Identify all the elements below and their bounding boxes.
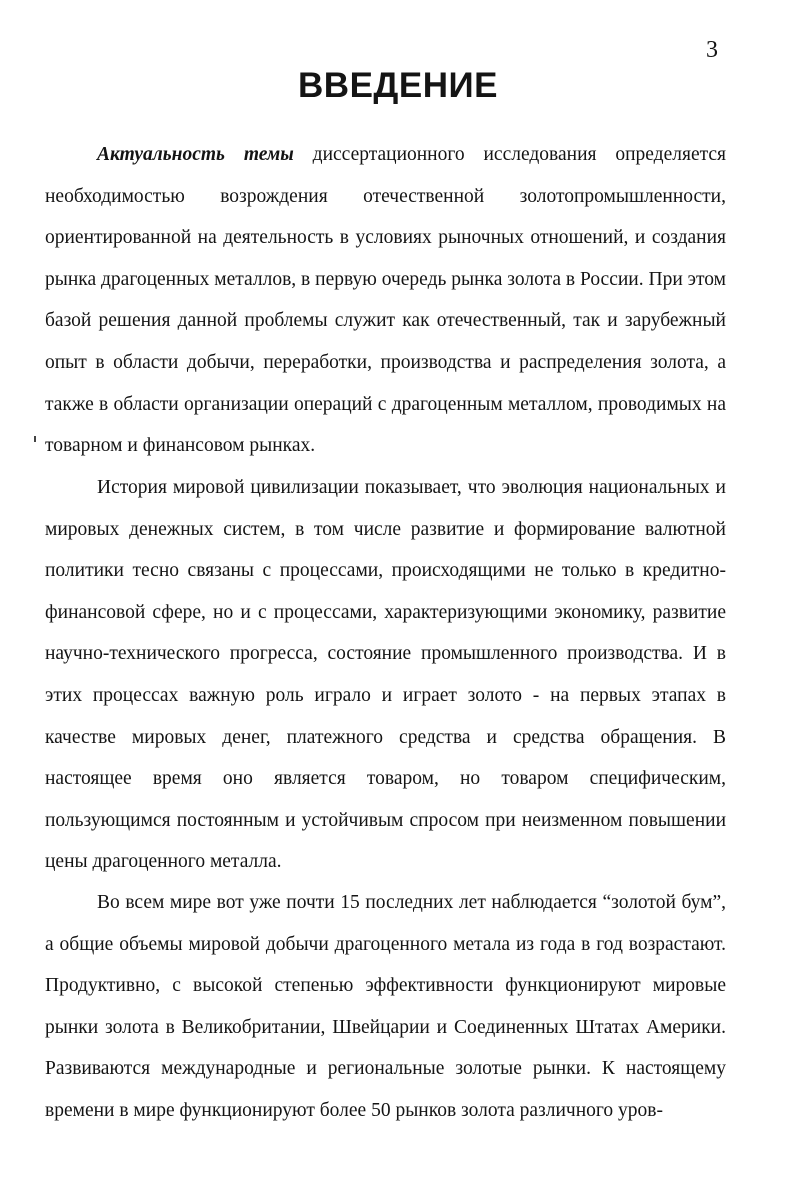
- paragraph-gold-boom: Во всем мире вот уже почти 15 последних лет наблюдается “золотой бум”, а общие объемы мировой добычи драгоценного метала из года в год возрастают. Продуктивно, с высокой степенью эффективности функционируют мировые рынки золота в Великобритании, Швейцарии и Соединенных Штатах Америки. Развиваются международные и региональные золотые рынки. К настоящему времени в мире функционируют более 50 рынков золота различного уров-: [45, 892, 726, 1121]
- paragraph-text: диссертационного исследования определяется необходимостью возрождения отечественной золотопромышленности, ориентированной на деятельность в условиях рыночных отношений, и создания рынка драгоценных металлов, в первую очередь рынка золота в России. При этом базой решения данной проблемы служит как отечественный, так и зарубежный опыт в области добычи, переработки, производства и распределения золота, а также в области организации операций с драгоценным металлом, проводимых на товарном и финансовом рынках.: [45, 144, 726, 457]
- page-number: 3: [706, 37, 718, 63]
- body-text: [45, 134, 726, 1132]
- section-heading: ВВЕДЕНИЕ: [298, 66, 498, 105]
- paragraph-lead: Актуальность темы: [97, 144, 294, 165]
- paragraph-history: История мировой цивилизации показывает, что эволюция национальных и мировых денежных систем, в том числе развитие и формирование валютной политики тесно связаны с процессами, происходящими не только в кредитно-финансовой сфере, но и с процессами, характеризующими экономику, развитие научно-технического прогресса, состояние промышленного производства. И в этих процессах важную роль играло и играет золото - на первых этапах в качестве мировых денег, платежного средства и средства обращения. В настоящее время оно является товаром, но товаром специфическим, пользующимся постоянным и устойчивым спросом при неизменном повышении цены драгоценного металла.: [45, 477, 726, 873]
- paragraph-relevance: [45, 134, 726, 467]
- scan-speck: [34, 436, 36, 442]
